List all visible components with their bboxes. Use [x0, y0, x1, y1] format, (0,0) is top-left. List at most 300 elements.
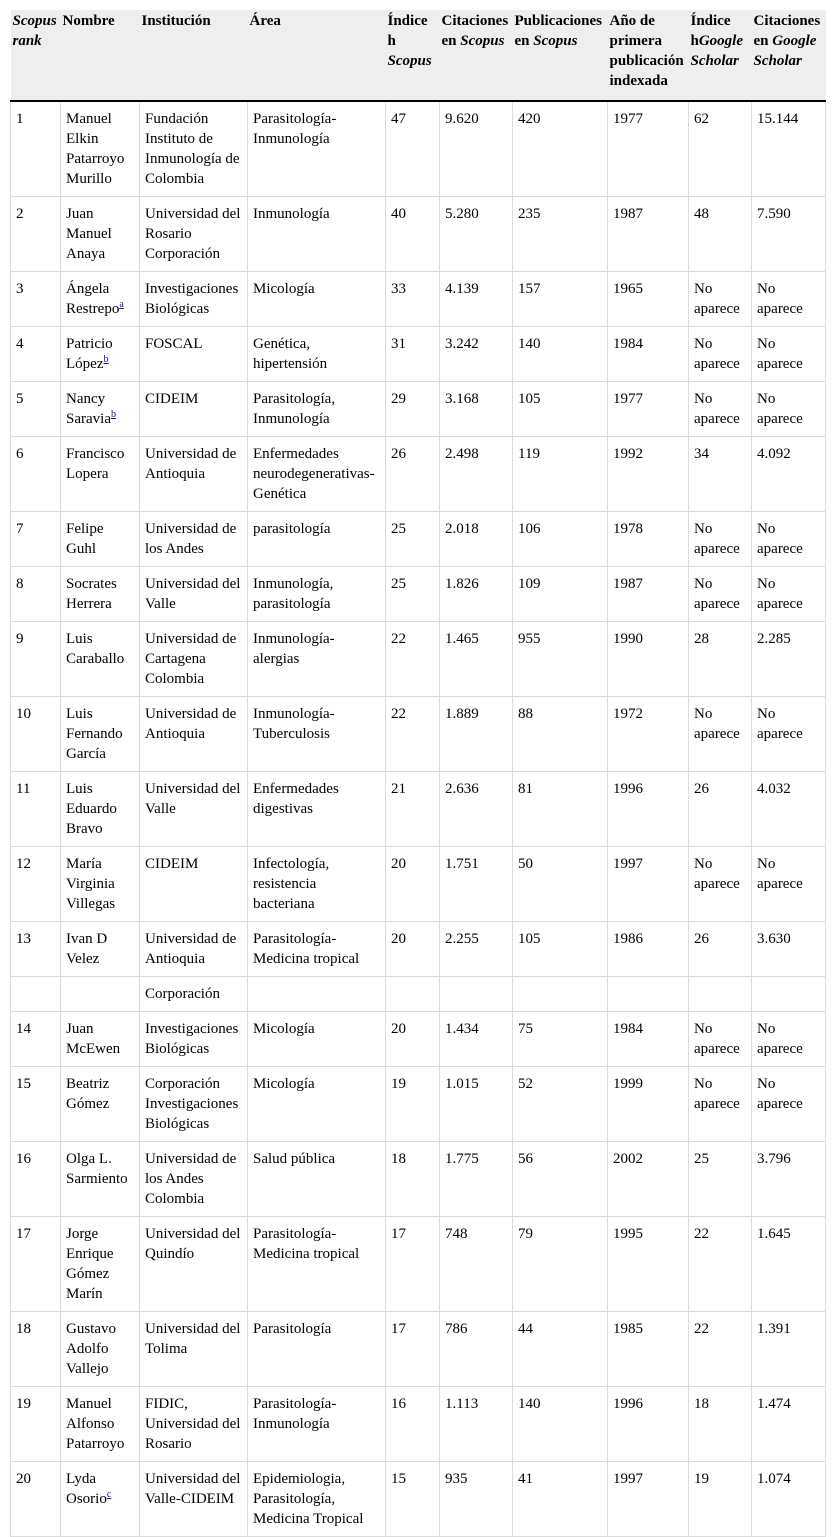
table-row [11, 1142, 826, 1217]
cell-citations-google [752, 847, 826, 922]
footnote-marker [107, 1489, 111, 1500]
cell-name [61, 1012, 140, 1067]
table-row [11, 772, 826, 847]
header-scopus-rank: Scopus rank [11, 10, 61, 101]
cell-institution-text: Corporación [145, 986, 220, 1002]
cell-first-publication-year [608, 977, 689, 1012]
cell-citations-scopus [440, 847, 513, 922]
cell-citations-google [752, 922, 826, 977]
footnote-link[interactable]: a [119, 299, 124, 310]
cell-institution-text: FIDIC, Universidad del Rosario [145, 1396, 241, 1452]
cell-citations-google-text: No aparece [757, 391, 803, 427]
cell-h-index-google [689, 772, 752, 847]
cell-first-publication-year-text: 1997 [613, 1471, 643, 1487]
cell-rank [11, 622, 61, 697]
footnote-link[interactable]: b [103, 354, 109, 365]
cell-h-index-google-text: 22 [694, 1226, 709, 1242]
cell-name [61, 272, 140, 327]
cell-citations-google-text: 3.796 [757, 1151, 791, 1167]
cell-citations-google [752, 567, 826, 622]
cell-h-index-scopus-text: 16 [391, 1396, 406, 1412]
cell-h-index-scopus-text: 15 [391, 1471, 406, 1487]
cell-rank-text: 18 [16, 1321, 31, 1337]
cell-rank [11, 512, 61, 567]
cell-h-index-scopus [386, 382, 440, 437]
cell-name-text: Nancy Saravia [66, 391, 111, 427]
cell-h-index-google-text: 34 [694, 446, 709, 462]
cell-area [248, 382, 386, 437]
cell-citations-google [752, 1012, 826, 1067]
cell-publications-scopus-text: 140 [518, 1396, 541, 1412]
cell-citations-google [752, 437, 826, 512]
cell-institution-text: Universidad del Tolima [145, 1321, 241, 1357]
cell-h-index-google-text: No aparece [694, 391, 740, 427]
cell-publications-scopus [513, 512, 608, 567]
cell-citations-google-text: 7.590 [757, 206, 791, 222]
cell-h-index-scopus-text: 20 [391, 931, 406, 947]
cell-institution-text: Fundación Instituto de Inmunología de Colombia [145, 111, 240, 187]
header-row [11, 10, 826, 101]
cell-h-index-google-text: No aparece [694, 336, 740, 372]
cell-citations-google-text: 4.032 [757, 781, 791, 797]
cell-name-text: Socrates Herrera [66, 576, 117, 612]
cell-citations-google [752, 101, 826, 197]
cell-name-text: María Virginia Villegas [66, 856, 116, 912]
cell-citations-scopus [440, 622, 513, 697]
cell-institution-text: Universidad de Antioquia [145, 931, 237, 967]
cell-first-publication-year [608, 622, 689, 697]
cell-h-index-google-text: 48 [694, 206, 709, 222]
cell-first-publication-year [608, 272, 689, 327]
cell-h-index-scopus [386, 512, 440, 567]
cell-h-index-scopus [386, 1312, 440, 1387]
cell-publications-scopus [513, 437, 608, 512]
cell-area-text: Epidemiologia, Parasitología, Medicina Tropical [253, 1471, 364, 1527]
cell-rank [11, 567, 61, 622]
cell-publications-scopus [513, 622, 608, 697]
cell-citations-google [752, 1217, 826, 1312]
cell-citations-google-text: No aparece [757, 521, 803, 557]
cell-first-publication-year [608, 1067, 689, 1142]
cell-area [248, 512, 386, 567]
cell-area [248, 622, 386, 697]
cell-first-publication-year-text: 1984 [613, 336, 643, 352]
cell-institution [140, 197, 248, 272]
cell-publications-scopus [513, 772, 608, 847]
cell-h-index-scopus [386, 197, 440, 272]
cell-name-text: Jorge Enrique Gómez Marín [66, 1226, 114, 1302]
cell-citations-google-text: No aparece [757, 576, 803, 612]
cell-rank [11, 1387, 61, 1462]
cell-rank-text: 1 [16, 111, 24, 127]
cell-name [61, 922, 140, 977]
cell-citations-google-text: 1.074 [757, 1471, 791, 1487]
cell-citations-google-text: 4.092 [757, 446, 791, 462]
cell-h-index-scopus [386, 272, 440, 327]
cell-h-index-scopus [386, 622, 440, 697]
cell-h-index-scopus-text: 17 [391, 1321, 406, 1337]
cell-institution [140, 1012, 248, 1067]
cell-citations-google-text: 1.391 [757, 1321, 791, 1337]
cell-institution [140, 437, 248, 512]
cell-first-publication-year [608, 1462, 689, 1537]
cell-citations-google-text: 1.474 [757, 1396, 791, 1412]
cell-name-text: Manuel Elkin Patarroyo Murillo [66, 111, 125, 187]
cell-h-index-scopus-text: 26 [391, 446, 406, 462]
cell-h-index-google [689, 1312, 752, 1387]
cell-institution [140, 567, 248, 622]
cell-first-publication-year-text: 1987 [613, 206, 643, 222]
cell-area [248, 1012, 386, 1067]
cell-h-index-google [689, 847, 752, 922]
cell-h-index-google-text: No aparece [694, 1076, 740, 1112]
cell-first-publication-year [608, 327, 689, 382]
cell-citations-google [752, 327, 826, 382]
table-row [11, 1217, 826, 1312]
cell-citations-scopus [440, 327, 513, 382]
cell-first-publication-year [608, 512, 689, 567]
cell-citations-scopus [440, 567, 513, 622]
cell-rank [11, 1312, 61, 1387]
researchers-ranking-table [10, 10, 826, 1537]
cell-publications-scopus [513, 101, 608, 197]
cell-rank [11, 382, 61, 437]
cell-citations-google-text: 3.630 [757, 931, 791, 947]
cell-first-publication-year [608, 847, 689, 922]
cell-publications-scopus [513, 1142, 608, 1217]
cell-rank-text: 10 [16, 706, 31, 722]
footnote-link[interactable]: c [106, 1489, 112, 1500]
cell-h-index-google-text: 18 [694, 1396, 709, 1412]
cell-publications-scopus-text: 105 [518, 931, 541, 947]
cell-citations-scopus-text: 2.018 [445, 521, 479, 537]
cell-first-publication-year-text: 1977 [613, 391, 643, 407]
cell-institution [140, 847, 248, 922]
cell-citations-google-text: 1.645 [757, 1226, 791, 1242]
cell-citations-scopus-text: 1.751 [445, 856, 479, 872]
cell-area-text: Salud pública [253, 1151, 336, 1167]
cell-institution-text: Universidad del Valle [145, 576, 241, 612]
cell-area-text: Micología [253, 1076, 315, 1092]
cell-citations-google-text: No aparece [757, 281, 803, 317]
cell-citations-scopus [440, 512, 513, 567]
cell-rank-text: 4 [16, 336, 24, 352]
table-row [11, 327, 826, 382]
cell-publications-scopus-text: 79 [518, 1226, 533, 1242]
table-row [11, 847, 826, 922]
header-area: Área [248, 10, 386, 101]
table-row [11, 272, 826, 327]
cell-rank-text: 3 [16, 281, 24, 297]
table-row [11, 922, 826, 977]
cell-citations-scopus-text: 2.636 [445, 781, 479, 797]
cell-institution [140, 1387, 248, 1462]
cell-area [248, 272, 386, 327]
cell-publications-scopus-text: 106 [518, 521, 541, 537]
cell-publications-scopus [513, 197, 608, 272]
cell-citations-scopus [440, 977, 513, 1012]
cell-first-publication-year-text: 1965 [613, 281, 643, 297]
cell-area-text: Enfermedades digestivas [253, 781, 339, 817]
cell-citations-scopus [440, 1387, 513, 1462]
cell-publications-scopus [513, 382, 608, 437]
cell-institution-text: Universidad del Valle [145, 781, 241, 817]
cell-publications-scopus-text: 109 [518, 576, 541, 592]
cell-h-index-scopus [386, 1462, 440, 1537]
table-body [11, 101, 826, 1537]
footnote-link[interactable]: b [110, 409, 116, 420]
cell-name [61, 197, 140, 272]
cell-h-index-scopus [386, 847, 440, 922]
cell-h-index-google-text: 22 [694, 1321, 709, 1337]
cell-rank [11, 847, 61, 922]
cell-h-index-google [689, 567, 752, 622]
cell-name [61, 101, 140, 197]
cell-h-index-google-text: 28 [694, 631, 709, 647]
cell-h-index-google-text: No aparece [694, 576, 740, 612]
cell-institution [140, 327, 248, 382]
cell-rank [11, 437, 61, 512]
cell-area [248, 1217, 386, 1312]
cell-first-publication-year-text: 1996 [613, 781, 643, 797]
cell-h-index-google [689, 101, 752, 197]
cell-first-publication-year [608, 382, 689, 437]
cell-area-text: parasitología [253, 521, 331, 537]
cell-name-text: Juan McEwen [66, 1021, 121, 1057]
cell-name [61, 1142, 140, 1217]
cell-publications-scopus-text: 235 [518, 206, 541, 222]
cell-citations-scopus [440, 1312, 513, 1387]
cell-area [248, 1312, 386, 1387]
cell-citations-scopus [440, 922, 513, 977]
header-indice-h-scopus: Índice h Scopus [386, 10, 440, 101]
cell-h-index-google [689, 622, 752, 697]
cell-rank [11, 977, 61, 1012]
cell-first-publication-year-text: 1977 [613, 111, 643, 127]
cell-publications-scopus [513, 977, 608, 1012]
cell-h-index-scopus-text: 22 [391, 631, 406, 647]
cell-h-index-google [689, 512, 752, 567]
cell-area-text: Genética, hipertensión [253, 336, 328, 372]
cell-institution-text: Investigaciones Biológicas [145, 281, 239, 317]
cell-h-index-scopus [386, 697, 440, 772]
cell-h-index-google-text: No aparece [694, 1021, 740, 1057]
cell-citations-google-text: No aparece [757, 1021, 803, 1057]
cell-citations-google [752, 272, 826, 327]
cell-name [61, 1312, 140, 1387]
cell-h-index-scopus [386, 1067, 440, 1142]
cell-institution [140, 1067, 248, 1142]
cell-rank [11, 1142, 61, 1217]
cell-name-text: Luis Eduardo Bravo [66, 781, 117, 837]
cell-area [248, 1387, 386, 1462]
cell-h-index-scopus-text: 47 [391, 111, 406, 127]
cell-h-index-google-text: 25 [694, 1151, 709, 1167]
cell-rank-text: 11 [16, 781, 31, 797]
cell-publications-scopus [513, 1462, 608, 1537]
cell-name [61, 697, 140, 772]
cell-h-index-google [689, 327, 752, 382]
cell-institution [140, 697, 248, 772]
cell-rank [11, 772, 61, 847]
cell-publications-scopus-text: 955 [518, 631, 541, 647]
cell-institution [140, 922, 248, 977]
cell-citations-scopus-text: 1.015 [445, 1076, 479, 1092]
cell-citations-google [752, 1142, 826, 1217]
cell-citations-scopus [440, 772, 513, 847]
cell-area [248, 977, 386, 1012]
cell-institution-text: Corporación Investigaciones Biológicas [145, 1076, 239, 1132]
cell-publications-scopus-text: 157 [518, 281, 541, 297]
cell-h-index-scopus [386, 101, 440, 197]
cell-publications-scopus [513, 567, 608, 622]
cell-publications-scopus [513, 1312, 608, 1387]
cell-institution-text: Universidad del Quindío [145, 1226, 241, 1262]
table-row [11, 1067, 826, 1142]
cell-rank [11, 1217, 61, 1312]
cell-institution [140, 272, 248, 327]
cell-publications-scopus-text: 56 [518, 1151, 533, 1167]
cell-citations-google [752, 697, 826, 772]
cell-area-text: Parasitología-Medicina tropical [253, 931, 360, 967]
footnote-marker [111, 409, 116, 420]
cell-first-publication-year-text: 1987 [613, 576, 643, 592]
cell-name-text: Ángela Restrepo [66, 281, 120, 317]
cell-publications-scopus [513, 1012, 608, 1067]
cell-rank-text: 20 [16, 1471, 31, 1487]
cell-h-index-google-text: 26 [694, 931, 709, 947]
cell-first-publication-year-text: 1999 [613, 1076, 643, 1092]
cell-rank-text: 14 [16, 1021, 31, 1037]
cell-h-index-scopus-text: 20 [391, 1021, 406, 1037]
footnote-marker [119, 299, 123, 310]
cell-publications-scopus [513, 922, 608, 977]
cell-citations-scopus-text: 4.139 [445, 281, 479, 297]
cell-citations-google [752, 512, 826, 567]
cell-first-publication-year [608, 1217, 689, 1312]
cell-citations-scopus [440, 1462, 513, 1537]
cell-citations-scopus-text: 2.255 [445, 931, 479, 947]
cell-h-index-google [689, 1142, 752, 1217]
cell-area-text: Inmunología [253, 206, 330, 222]
header-citaciones-scopus: Citaciones en Scopus [440, 10, 513, 101]
cell-h-index-google-text: No aparece [694, 706, 740, 742]
cell-first-publication-year [608, 1387, 689, 1462]
cell-name-text: Francisco Lopera [66, 446, 125, 482]
cell-rank [11, 1067, 61, 1142]
cell-h-index-google-text: No aparece [694, 281, 740, 317]
cell-h-index-google [689, 1067, 752, 1142]
cell-h-index-google [689, 382, 752, 437]
table-row [11, 977, 826, 1012]
cell-publications-scopus [513, 847, 608, 922]
cell-name [61, 512, 140, 567]
cell-citations-scopus [440, 272, 513, 327]
cell-h-index-scopus [386, 922, 440, 977]
cell-first-publication-year [608, 197, 689, 272]
cell-institution [140, 772, 248, 847]
cell-citations-scopus-text: 5.280 [445, 206, 479, 222]
cell-citations-google [752, 977, 826, 1012]
cell-citations-google [752, 382, 826, 437]
cell-h-index-scopus [386, 772, 440, 847]
cell-citations-google-text: No aparece [757, 706, 803, 742]
table-row [11, 1312, 826, 1387]
cell-area-text: Micología [253, 281, 315, 297]
cell-institution [140, 1312, 248, 1387]
cell-name [61, 567, 140, 622]
cell-institution [140, 101, 248, 197]
cell-first-publication-year-text: 1985 [613, 1321, 643, 1337]
cell-h-index-scopus-text: 31 [391, 336, 406, 352]
cell-name-text: Lyda Osorio [66, 1471, 107, 1507]
cell-publications-scopus-text: 88 [518, 706, 533, 722]
cell-first-publication-year-text: 1986 [613, 931, 643, 947]
cell-citations-scopus-text: 3.168 [445, 391, 479, 407]
ranking-table-container [10, 10, 825, 1537]
cell-institution-text: Universidad del Rosario Corporación [145, 206, 241, 262]
cell-name [61, 1387, 140, 1462]
table-row [11, 512, 826, 567]
cell-citations-google [752, 1312, 826, 1387]
cell-publications-scopus [513, 1067, 608, 1142]
cell-rank-text: 17 [16, 1226, 31, 1242]
cell-rank [11, 1462, 61, 1537]
cell-area-text: Parasitología-Inmunología [253, 111, 337, 147]
cell-area-text: Infectología, resistencia bacteriana [253, 856, 330, 912]
cell-h-index-scopus [386, 1217, 440, 1312]
cell-name-text: Patricio López [66, 336, 113, 372]
cell-first-publication-year-text: 2002 [613, 1151, 643, 1167]
cell-area [248, 772, 386, 847]
cell-h-index-google-text: No aparece [694, 856, 740, 892]
cell-h-index-google [689, 1012, 752, 1067]
header-publicaciones-scopus: Publicaciones en Scopus [513, 10, 608, 101]
cell-rank [11, 327, 61, 382]
cell-h-index-scopus-text: 19 [391, 1076, 406, 1092]
cell-publications-scopus [513, 272, 608, 327]
cell-institution-text: Universidad de Antioquia [145, 446, 237, 482]
cell-publications-scopus-text: 420 [518, 111, 541, 127]
cell-publications-scopus-text: 75 [518, 1021, 533, 1037]
cell-h-index-scopus-text: 22 [391, 706, 406, 722]
cell-area [248, 1462, 386, 1537]
cell-institution-text: Universidad de los Andes [145, 521, 237, 557]
cell-rank [11, 922, 61, 977]
cell-rank-text: 12 [16, 856, 31, 872]
cell-name-text: Felipe Guhl [66, 521, 104, 557]
cell-h-index-google [689, 197, 752, 272]
cell-h-index-google [689, 697, 752, 772]
cell-name-text: Ivan D Velez [66, 931, 108, 967]
cell-area [248, 437, 386, 512]
cell-first-publication-year [608, 1142, 689, 1217]
cell-citations-scopus-text: 935 [445, 1471, 468, 1487]
cell-h-index-scopus [386, 567, 440, 622]
cell-first-publication-year [608, 437, 689, 512]
cell-area [248, 197, 386, 272]
cell-citations-scopus-text: 1.465 [445, 631, 479, 647]
cell-h-index-google [689, 922, 752, 977]
cell-rank-text: 16 [16, 1151, 31, 1167]
cell-citations-scopus [440, 437, 513, 512]
cell-citations-google [752, 772, 826, 847]
cell-h-index-google [689, 272, 752, 327]
cell-first-publication-year-text: 1972 [613, 706, 643, 722]
cell-name [61, 977, 140, 1012]
cell-first-publication-year-text: 1990 [613, 631, 643, 647]
cell-area-text: Parasitología-Inmunología [253, 1396, 337, 1432]
